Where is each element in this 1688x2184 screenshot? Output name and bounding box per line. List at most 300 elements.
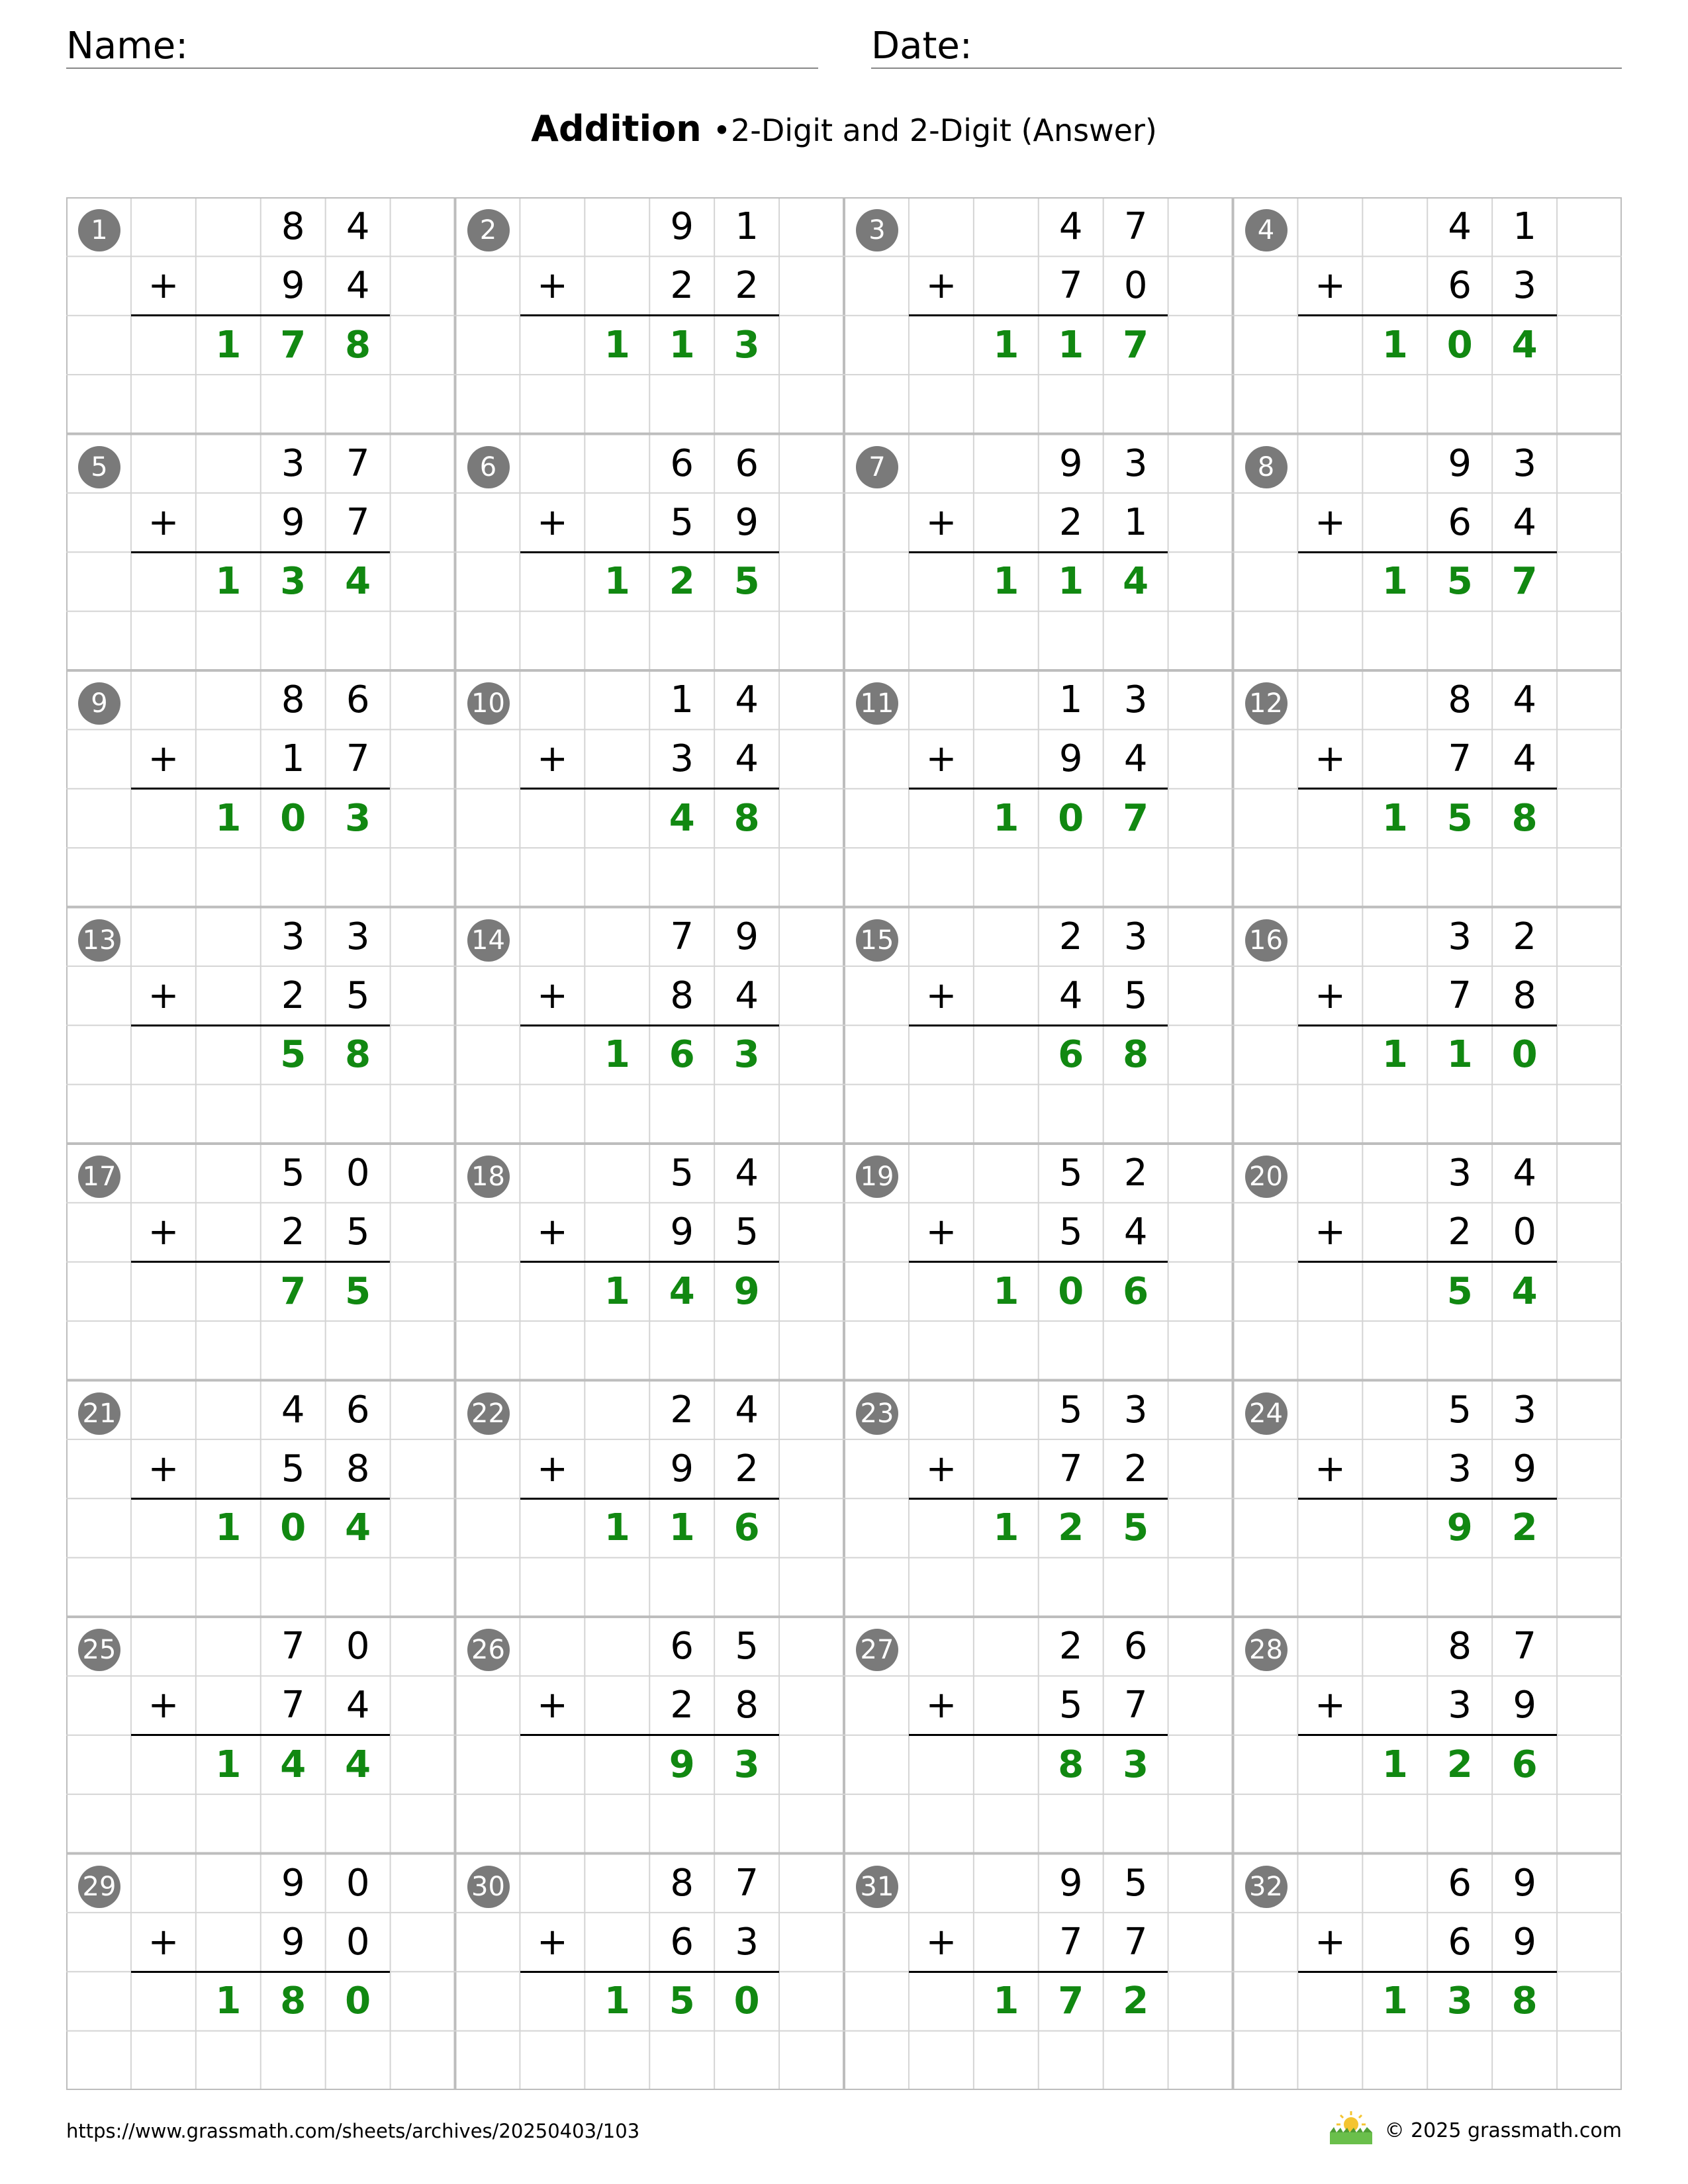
addend2-ones: 8 (1513, 974, 1536, 1017)
answer-tens: 0 (1058, 1269, 1084, 1313)
answer-ones: 4 (1511, 323, 1538, 367)
answer-tens: 9 (669, 1743, 695, 1786)
answer-hundreds: 1 (604, 1033, 630, 1077)
answer-ones: 3 (733, 323, 760, 367)
plus-sign: + (536, 1920, 568, 1964)
problem-11 (844, 670, 1233, 907)
addend1-tens: 4 (1058, 205, 1083, 248)
answer-ones: 7 (1123, 323, 1149, 367)
problem-number-badge: 13 (78, 919, 120, 962)
plus-sign: + (536, 264, 568, 308)
answer-ones: 7 (1123, 796, 1149, 840)
addend2-tens: 9 (670, 1210, 694, 1254)
plus-sign: + (148, 1447, 179, 1490)
addend2-ones: 2 (735, 1447, 759, 1490)
addend2-tens: 6 (670, 1920, 694, 1964)
addend1-tens: 4 (281, 1388, 305, 1432)
answer-tens: 4 (669, 1269, 695, 1313)
name-field[interactable] (66, 25, 818, 69)
problem-6 (455, 434, 845, 671)
plus-sign: + (536, 500, 568, 544)
sum-line (909, 314, 1168, 316)
problem-5 (66, 434, 455, 671)
problem-number-badge: 18 (467, 1156, 510, 1198)
addend1-ones: 4 (735, 1388, 759, 1432)
addend2-ones: 9 (1513, 1447, 1536, 1490)
problem-number-badge: 28 (1245, 1629, 1288, 1671)
answer-hundreds (585, 789, 649, 848)
date-label: Date: (871, 24, 972, 68)
sum-line (520, 1261, 779, 1263)
problem-grid (66, 197, 1622, 2090)
problem-number-badge: 32 (1245, 1866, 1288, 1908)
addend1-ones: 6 (1123, 1625, 1148, 1668)
problem-16 (1233, 907, 1622, 1144)
sum-line (1298, 314, 1557, 316)
answer-hundreds (974, 1735, 1039, 1794)
problem-18 (455, 1144, 845, 1381)
problem-number-badge: 1 (78, 209, 120, 251)
problem-20 (1233, 1144, 1622, 1381)
addend1-ones: 0 (346, 1152, 370, 1195)
addend2-tens: 8 (670, 974, 694, 1017)
addend2-tens: 9 (281, 1920, 305, 1964)
addend1-tens: 8 (281, 205, 305, 248)
addend2-tens: 3 (670, 737, 694, 781)
answer-tens: 7 (280, 323, 306, 367)
answer-ones: 5 (733, 560, 760, 604)
problem-number-badge: 21 (78, 1392, 120, 1435)
addend1-ones: 0 (346, 1625, 370, 1668)
problem-number-badge: 26 (467, 1629, 510, 1671)
addend2-tens: 5 (1058, 1684, 1083, 1727)
addend1-tens: 5 (1058, 1152, 1083, 1195)
problem-1 (66, 197, 455, 434)
sum-line (520, 1024, 779, 1026)
problem-number-badge: 11 (856, 682, 898, 725)
addend1-tens: 5 (1448, 1388, 1472, 1432)
problem-number-badge: 4 (1245, 209, 1288, 251)
addend2-tens: 7 (1058, 264, 1083, 308)
problem-25 (66, 1617, 455, 1854)
answer-tens: 9 (1446, 1506, 1473, 1550)
addend1-tens: 6 (670, 441, 694, 485)
addend2-ones: 4 (1513, 500, 1536, 544)
problem-3 (844, 197, 1233, 434)
answer-ones: 7 (1511, 560, 1538, 604)
problem-number-badge: 6 (467, 446, 510, 488)
addend1-tens: 7 (281, 1625, 305, 1668)
answer-tens: 1 (669, 1506, 695, 1550)
addend2-tens: 2 (670, 1684, 694, 1727)
answer-ones: 6 (733, 1506, 760, 1550)
plus-sign: + (925, 737, 957, 781)
answer-hundreds (1362, 1498, 1427, 1557)
problem-31 (844, 1854, 1233, 2091)
addend1-ones: 2 (1513, 915, 1536, 958)
addend2-ones: 9 (1513, 1684, 1536, 1727)
answer-hundreds (196, 1262, 261, 1321)
answer-ones: 4 (345, 1743, 371, 1786)
plus-sign: + (148, 1684, 179, 1727)
addend2-tens: 7 (1058, 1447, 1083, 1490)
addend2-ones: 3 (1513, 264, 1536, 308)
addend1-tens: 3 (1448, 1152, 1472, 1195)
plus-sign: + (148, 1920, 179, 1964)
sum-line (131, 1734, 390, 1736)
addend1-tens: 9 (1448, 441, 1472, 485)
answer-hundreds: 1 (993, 1979, 1019, 2023)
addend1-tens: 1 (670, 678, 694, 721)
addend2-tens: 3 (1448, 1447, 1472, 1490)
addend1-tens: 3 (281, 441, 305, 485)
answer-hundreds: 1 (604, 323, 630, 367)
addend2-ones: 4 (735, 974, 759, 1017)
addend1-ones: 3 (1123, 678, 1148, 721)
plus-sign: + (536, 974, 568, 1017)
addend1-ones: 3 (1123, 441, 1148, 485)
problem-17 (66, 1144, 455, 1381)
addend1-ones: 3 (1513, 1388, 1536, 1432)
plus-sign: + (1314, 1920, 1346, 1964)
answer-hundreds: 1 (215, 1506, 242, 1550)
problem-number-badge: 23 (856, 1392, 898, 1435)
plus-sign: + (1314, 1684, 1346, 1727)
answer-ones: 8 (1511, 796, 1538, 840)
problem-number-badge: 10 (467, 682, 510, 725)
answer-hundreds (1362, 1262, 1427, 1321)
answer-hundreds: 1 (604, 560, 630, 604)
answer-tens: 0 (1446, 323, 1473, 367)
problem-12 (1233, 670, 1622, 907)
sum-line (520, 314, 779, 316)
plus-sign: + (1314, 500, 1346, 544)
footer-url: https://www.grassmath.com/sheets/archives/20250403/103 (66, 2120, 640, 2142)
addend2-ones: 5 (346, 1210, 370, 1254)
problem-29 (66, 1854, 455, 2091)
answer-hundreds: 1 (993, 323, 1019, 367)
problem-32 (1233, 1854, 1622, 2091)
answer-tens: 5 (1446, 560, 1473, 604)
addend2-tens: 7 (1058, 1920, 1083, 1964)
answer-tens: 5 (1446, 1269, 1473, 1313)
answer-ones: 0 (345, 1979, 371, 2023)
sum-line (520, 1971, 779, 1973)
answer-hundreds: 1 (215, 1743, 242, 1786)
answer-hundreds: 1 (993, 1506, 1019, 1550)
addend2-ones: 8 (735, 1684, 759, 1727)
answer-ones: 8 (1511, 1979, 1538, 2023)
addend2-ones: 8 (346, 1447, 370, 1490)
addend1-tens: 7 (670, 915, 694, 958)
addend2-tens: 6 (1448, 500, 1472, 544)
problem-15 (844, 907, 1233, 1144)
addend1-tens: 3 (281, 915, 305, 958)
addend1-ones: 4 (735, 678, 759, 721)
addend1-ones: 3 (1123, 915, 1148, 958)
addend2-tens: 7 (281, 1684, 305, 1727)
sum-line (131, 1498, 390, 1500)
sum-line (131, 1024, 390, 1026)
problem-24 (1233, 1381, 1622, 1617)
title-separator: • (712, 113, 731, 148)
title-main: Addition (531, 108, 702, 150)
answer-hundreds: 1 (1382, 796, 1408, 840)
addend1-tens: 9 (1058, 441, 1083, 485)
addend1-ones: 7 (1513, 1625, 1536, 1668)
answer-tens: 4 (669, 796, 695, 840)
addend2-ones: 4 (1123, 1210, 1148, 1254)
addend1-ones: 6 (346, 678, 370, 721)
answer-tens: 3 (280, 560, 306, 604)
addend2-ones: 2 (735, 264, 759, 308)
addend2-tens: 7 (1448, 974, 1472, 1017)
plus-sign: + (925, 1920, 957, 1964)
sum-line (909, 1024, 1168, 1026)
answer-ones: 0 (733, 1979, 760, 2023)
addend1-tens: 4 (1448, 205, 1472, 248)
plus-sign: + (148, 737, 179, 781)
plus-sign: + (1314, 974, 1346, 1017)
addend2-ones: 4 (735, 737, 759, 781)
problem-number-badge: 8 (1245, 446, 1288, 488)
sum-line (131, 1971, 390, 1973)
addend1-ones: 4 (735, 1152, 759, 1195)
title-subtitle: 2-Digit and 2-Digit (Answer) (730, 113, 1157, 148)
sum-line (1298, 551, 1557, 553)
answer-tens: 1 (1446, 1033, 1473, 1077)
answer-tens: 1 (1058, 560, 1084, 604)
answer-hundreds: 1 (1382, 1743, 1408, 1786)
answer-tens: 7 (1058, 1979, 1084, 2023)
addend1-ones: 7 (735, 1861, 759, 1905)
problem-number-badge: 2 (467, 209, 510, 251)
addend1-tens: 6 (1448, 1861, 1472, 1905)
addend1-ones: 6 (735, 441, 759, 485)
addend1-ones: 4 (1513, 1152, 1536, 1195)
addend2-ones: 7 (346, 500, 370, 544)
answer-ones: 3 (733, 1033, 760, 1077)
plus-sign: + (148, 264, 179, 308)
addend2-tens: 2 (281, 1210, 305, 1254)
problem-number-badge: 17 (78, 1156, 120, 1198)
addend2-tens: 2 (1448, 1210, 1472, 1254)
answer-hundreds: 1 (1382, 1033, 1408, 1077)
problem-number-badge: 22 (467, 1392, 510, 1435)
sum-line (520, 551, 779, 553)
answer-tens: 2 (669, 560, 695, 604)
answer-ones: 4 (345, 1506, 371, 1550)
addend2-tens: 5 (670, 500, 694, 544)
plus-sign: + (1314, 264, 1346, 308)
problem-8 (1233, 434, 1622, 671)
addend2-tens: 9 (281, 264, 305, 308)
addend2-ones: 5 (346, 974, 370, 1017)
addend2-tens: 9 (281, 500, 305, 544)
answer-hundreds: 1 (215, 560, 242, 604)
addend2-ones: 7 (346, 737, 370, 781)
answer-tens: 5 (669, 1979, 695, 2023)
problem-number-badge: 20 (1245, 1156, 1288, 1198)
addend1-tens: 8 (670, 1861, 694, 1905)
addend1-ones: 4 (346, 205, 370, 248)
addend1-tens: 3 (1448, 915, 1472, 958)
answer-hundreds: 1 (1382, 1979, 1408, 2023)
addend1-ones: 1 (1513, 205, 1536, 248)
answer-tens: 8 (1058, 1743, 1084, 1786)
date-field[interactable] (871, 25, 1622, 69)
sum-line (1298, 1024, 1557, 1026)
addend2-tens: 2 (670, 264, 694, 308)
problem-4 (1233, 197, 1622, 434)
addend1-ones: 9 (1513, 1861, 1536, 1905)
addend1-ones: 0 (346, 1861, 370, 1905)
problem-10 (455, 670, 845, 907)
addend2-ones: 4 (1513, 737, 1536, 781)
problem-26 (455, 1617, 845, 1854)
plus-sign: + (1314, 1447, 1346, 1490)
problem-number-badge: 5 (78, 446, 120, 488)
problem-7 (844, 434, 1233, 671)
plus-sign: + (148, 974, 179, 1017)
answer-ones: 8 (1123, 1033, 1149, 1077)
answer-tens: 6 (1058, 1033, 1084, 1077)
addend2-ones: 0 (1123, 264, 1148, 308)
problem-13 (66, 907, 455, 1144)
answer-ones: 9 (733, 1269, 760, 1313)
problem-number-badge: 27 (856, 1629, 898, 1671)
sum-line (520, 788, 779, 790)
addend1-ones: 3 (1513, 441, 1536, 485)
sum-line (520, 1498, 779, 1500)
plus-sign: + (925, 974, 957, 1017)
problem-number-badge: 12 (1245, 682, 1288, 725)
addend2-tens: 7 (1448, 737, 1472, 781)
answer-tens: 0 (1058, 796, 1084, 840)
addend1-tens: 9 (281, 1861, 305, 1905)
answer-tens: 6 (669, 1033, 695, 1077)
addend2-ones: 5 (735, 1210, 759, 1254)
plus-sign: + (925, 500, 957, 544)
answer-hundreds: 1 (1382, 323, 1408, 367)
plus-sign: + (536, 1210, 568, 1254)
sum-line (909, 1734, 1168, 1736)
addend2-ones: 3 (735, 1920, 759, 1964)
addend2-ones: 0 (1513, 1210, 1536, 1254)
answer-ones: 0 (1511, 1033, 1538, 1077)
addend1-tens: 2 (670, 1388, 694, 1432)
problem-27 (844, 1617, 1233, 1854)
answer-tens: 4 (280, 1743, 306, 1786)
addend2-ones: 1 (1123, 500, 1148, 544)
sum-line (909, 551, 1168, 553)
addend1-tens: 6 (670, 1625, 694, 1668)
addend1-tens: 2 (1058, 915, 1083, 958)
addend1-ones: 5 (1123, 1861, 1148, 1905)
answer-hundreds (585, 1735, 649, 1794)
addend1-tens: 5 (1058, 1388, 1083, 1432)
answer-tens: 5 (280, 1033, 306, 1077)
addend2-ones: 7 (1123, 1920, 1148, 1964)
answer-hundreds: 1 (604, 1506, 630, 1550)
addend1-tens: 8 (281, 678, 305, 721)
answer-ones: 5 (1123, 1506, 1149, 1550)
problem-number-badge: 25 (78, 1629, 120, 1671)
answer-ones: 4 (345, 560, 371, 604)
answer-ones: 6 (1511, 1743, 1538, 1786)
answer-hundreds (196, 1025, 261, 1084)
addend1-tens: 2 (1058, 1625, 1083, 1668)
sum-line (131, 551, 390, 553)
plus-sign: + (536, 737, 568, 781)
answer-hundreds: 1 (215, 323, 242, 367)
problem-number-badge: 16 (1245, 919, 1288, 962)
addend2-tens: 6 (1448, 1920, 1472, 1964)
addend1-ones: 3 (346, 915, 370, 958)
addend2-tens: 9 (670, 1447, 694, 1490)
answer-tens: 8 (280, 1979, 306, 2023)
problem-28 (1233, 1617, 1622, 1854)
addend1-tens: 5 (281, 1152, 305, 1195)
addend1-tens: 8 (1448, 678, 1472, 721)
addend1-ones: 3 (1123, 1388, 1148, 1432)
answer-ones: 2 (1123, 1979, 1149, 2023)
answer-ones: 2 (1511, 1506, 1538, 1550)
answer-ones: 3 (345, 796, 371, 840)
sum-line (1298, 1971, 1557, 1973)
addend2-ones: 7 (1123, 1684, 1148, 1727)
addend2-ones: 0 (346, 1920, 370, 1964)
addend2-tens: 2 (281, 974, 305, 1017)
problem-number-badge: 19 (856, 1156, 898, 1198)
answer-ones: 3 (1123, 1743, 1149, 1786)
answer-hundreds: 1 (604, 1269, 630, 1313)
sum-line (520, 1734, 779, 1736)
addend1-ones: 7 (346, 441, 370, 485)
addend1-tens: 9 (1058, 1861, 1083, 1905)
sum-line (1298, 1261, 1557, 1263)
problem-22 (455, 1381, 845, 1617)
addend1-tens: 8 (1448, 1625, 1472, 1668)
addend2-tens: 5 (1058, 1210, 1083, 1254)
problem-14 (455, 907, 845, 1144)
addend1-tens: 9 (670, 205, 694, 248)
plus-sign: + (1314, 1210, 1346, 1254)
answer-tens: 2 (1058, 1506, 1084, 1550)
sum-line (909, 1261, 1168, 1263)
worksheet-title (0, 106, 1688, 154)
answer-tens: 0 (280, 1506, 306, 1550)
answer-ones: 3 (733, 1743, 760, 1786)
answer-ones: 5 (345, 1269, 371, 1313)
addend1-tens: 5 (670, 1152, 694, 1195)
addend1-ones: 9 (735, 915, 759, 958)
answer-tens: 1 (669, 323, 695, 367)
answer-tens: 5 (1446, 796, 1473, 840)
sum-line (1298, 788, 1557, 790)
answer-tens: 2 (1446, 1743, 1473, 1786)
answer-ones: 8 (733, 796, 760, 840)
addend2-tens: 2 (1058, 500, 1083, 544)
addend2-tens: 3 (1448, 1684, 1472, 1727)
plus-sign: + (536, 1684, 568, 1727)
answer-tens: 0 (280, 796, 306, 840)
addend2-tens: 4 (1058, 974, 1083, 1017)
answer-ones: 4 (1123, 560, 1149, 604)
addend1-ones: 2 (1123, 1152, 1148, 1195)
problem-number-badge: 31 (856, 1866, 898, 1908)
problem-number-badge: 9 (78, 682, 120, 725)
